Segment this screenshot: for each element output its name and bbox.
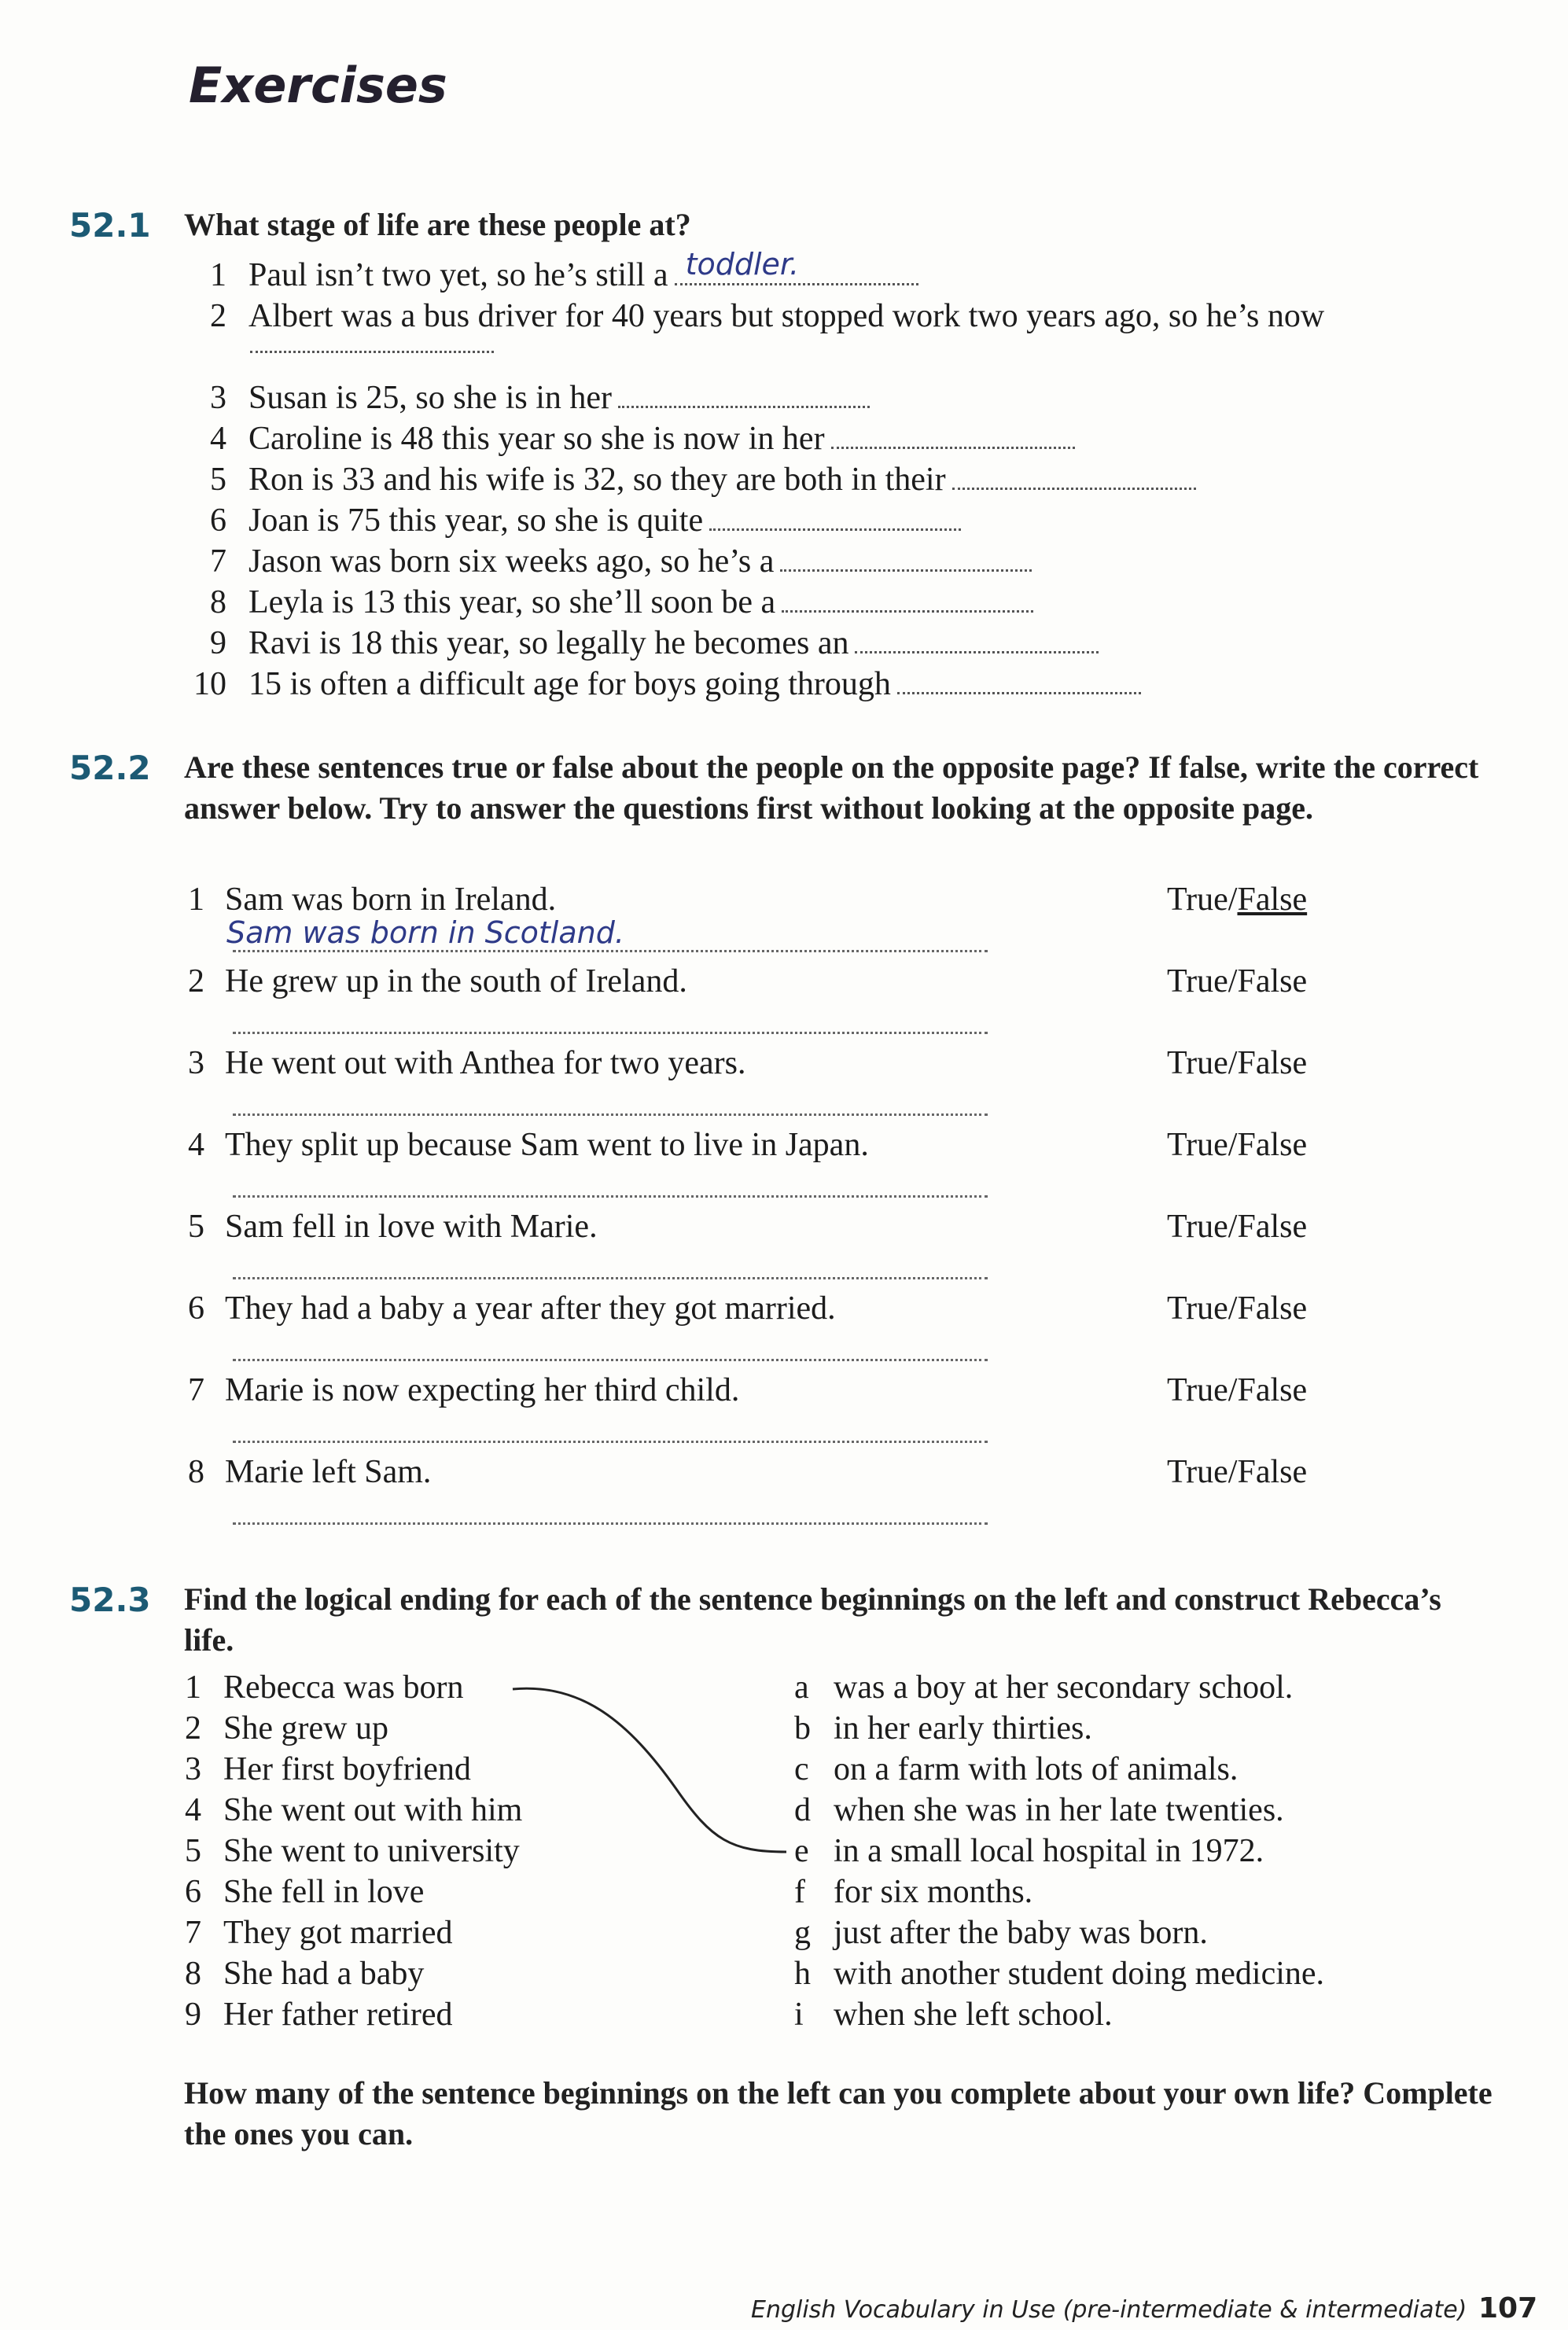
item-letter: h (794, 1956, 811, 1992)
section-52-3-instruction: Find the logical ending for each of the sentence beginnings on the left and construct Rebecca’s life. (184, 1581, 1441, 1658)
item-number: 4 (188, 1127, 204, 1163)
final-prompt: How many of the sentence beginnings on the left can you complete about your own life? Complete the ones you can. (184, 2075, 1493, 2151)
item-sentence: Susan is 25, so she is in her (248, 380, 612, 416)
item-number: 7 (185, 1915, 201, 1951)
item-number: 8 (185, 1956, 201, 1992)
item-text: Marie left Sam. (225, 1454, 432, 1490)
true-false-choice[interactable]: True/False (1167, 963, 1308, 999)
handwritten-answer: Sam was born in Scotland. (226, 915, 624, 950)
section-number-52-3: 52.3 (69, 1581, 151, 1619)
true-false-choice[interactable]: True/False (1167, 1372, 1308, 1408)
true-false-choice[interactable]: True/False (1167, 1127, 1308, 1163)
item-letter: c (794, 1751, 809, 1787)
item-number: 9 (185, 1997, 201, 2033)
item-text: She went out with him (223, 1792, 523, 1828)
item-text: She grew up (223, 1710, 388, 1747)
section-number-52-1: 52.1 (69, 206, 151, 245)
item-text: They had a baby a year after they got married. (225, 1290, 836, 1327)
page-title: Exercises (189, 57, 447, 114)
true-false-choice[interactable]: True/False (1167, 1290, 1308, 1327)
item-text: He went out with Anthea for two years. (225, 1045, 746, 1081)
item-number: 7 (210, 543, 226, 580)
item-number: 6 (185, 1874, 201, 1910)
item-number: 2 (210, 298, 226, 334)
item-sentence: Ron is 33 and his wife is 32, so they are both in their (248, 462, 946, 498)
item-letter: a (794, 1669, 809, 1706)
item-text: She had a baby (223, 1956, 425, 1992)
item-sentence: Ravi is 18 this year, so legally he becomes an (248, 625, 849, 661)
false-option-selected[interactable]: False (1237, 882, 1308, 918)
item-number: 6 (210, 502, 226, 539)
item-number: 10 (193, 666, 226, 702)
item-letter: e (794, 1833, 809, 1869)
item-text: They got married (223, 1915, 453, 1951)
item-letter: i (794, 1997, 804, 2033)
item-number: 9 (210, 625, 226, 661)
handwritten-answer: toddler. (685, 247, 800, 282)
item-sentence: Joan is 75 this year, so she is quite (248, 502, 704, 539)
item-number: 7 (188, 1372, 204, 1408)
item-sentence: Jason was born six weeks ago, so he’s a (248, 543, 775, 580)
item-text: Her first boyfriend (223, 1751, 471, 1787)
item-number: 3 (210, 380, 226, 416)
true-option[interactable]: True/ (1167, 882, 1238, 918)
item-sentence: Leyla is 13 this year, so she’ll soon be a (248, 584, 776, 620)
section-52-1-instruction: What stage of life are these people at? (184, 207, 691, 242)
item-text: when she was in her late twenties. (834, 1792, 1284, 1828)
item-text: was a boy at her secondary school. (834, 1669, 1294, 1706)
item-sentence: Paul isn’t two yet, so he’s still a (248, 257, 668, 293)
page-number: 107 (1478, 2292, 1538, 2324)
item-text: They split up because Sam went to live in Japan. (225, 1127, 869, 1163)
true-false-choice[interactable]: True/False (1167, 1209, 1308, 1245)
item-number: 5 (210, 462, 226, 498)
item-number: 5 (188, 1209, 204, 1245)
item-number: 4 (210, 421, 226, 457)
item-number: 8 (188, 1454, 204, 1490)
item-number: 3 (185, 1751, 201, 1787)
item-text: Her father retired (223, 1997, 453, 2033)
item-letter: g (794, 1915, 811, 1951)
item-text: on a farm with lots of animals. (834, 1751, 1239, 1787)
item-sentence: Caroline is 48 this year so she is now in her (248, 421, 825, 457)
item-number: 1 (185, 1669, 201, 1706)
item-text: Sam was born in Ireland. (225, 882, 557, 918)
item-text: for six months. (834, 1874, 1033, 1910)
book-title-footer: English Vocabulary in Use (pre-intermediate & intermediate) (751, 2296, 1467, 2324)
section-number-52-2: 52.2 (69, 749, 151, 787)
item-letter: f (794, 1874, 805, 1910)
item-number: 1 (188, 882, 204, 918)
item-text: She went to university (223, 1833, 520, 1869)
item-number: 2 (185, 1710, 201, 1747)
item-sentence: 15 is often a difficult age for boys going through (248, 666, 891, 702)
true-false-choice[interactable]: True/False (1167, 1045, 1308, 1081)
item-number: 5 (185, 1833, 201, 1869)
item-text: Marie is now expecting her third child. (225, 1372, 740, 1408)
item-text: in her early thirties. (834, 1710, 1092, 1747)
item-number: 4 (185, 1792, 201, 1828)
item-text: with another student doing medicine. (834, 1956, 1325, 1992)
item-letter: d (794, 1792, 811, 1828)
item-text: Rebecca was born (223, 1669, 464, 1706)
item-sentence: Albert was a bus driver for 40 years but stopped work two years ago, so he’s now (248, 298, 1325, 334)
item-text: He grew up in the south of Ireland. (225, 963, 687, 999)
section-52-2-instruction: Are these sentences true or false about the people on the opposite page? If false, write the correct answer below. Try to answer the questions first without looking at the opposite page. (184, 749, 1479, 826)
item-text: She fell in love (223, 1874, 425, 1910)
item-number: 2 (188, 963, 204, 999)
item-number: 6 (188, 1290, 204, 1327)
item-text: in a small local hospital in 1972. (834, 1833, 1264, 1869)
item-number: 3 (188, 1045, 204, 1081)
item-letter: b (794, 1710, 811, 1747)
item-text: Sam fell in love with Marie. (225, 1209, 598, 1245)
item-text: when she left school. (834, 1997, 1113, 2033)
item-text: just after the baby was born. (834, 1915, 1208, 1951)
item-number: 1 (210, 257, 226, 293)
item-number: 8 (210, 584, 226, 620)
true-false-choice[interactable]: True/False (1167, 1454, 1308, 1490)
